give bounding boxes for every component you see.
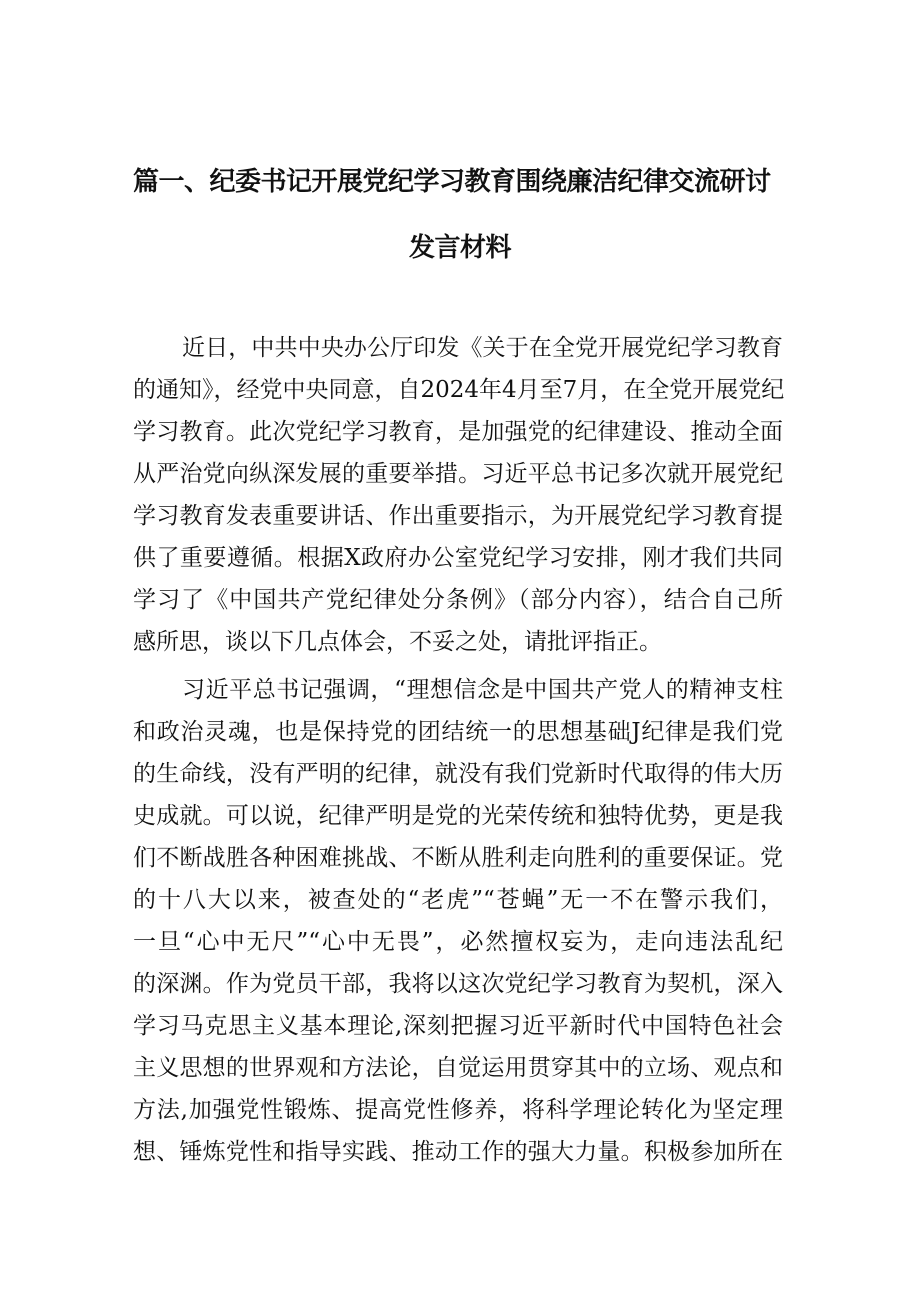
paragraph-2-line: 主义思想的世界观和方法论，自觉运用贯穿其中的立场、观点和 (133, 1055, 783, 1081)
paragraph-2-line: 的深渊。作为党员干部，我将以这次党纪学习教育为契机，深入 (133, 971, 783, 997)
paragraph-1-line: 学习教育发表重要讲话、作出重要指示，为开展党纪学习教育提 (133, 503, 783, 529)
paragraph-2-line: 方法,加强党性锻炼、提高党性修养，将科学理论转化为坚定理 (133, 1097, 783, 1123)
paragraph-1-line: 从严治党向纵深发展的重要举措。习近平总书记多次就开展党纪 (133, 461, 783, 487)
paragraph-2-line: 的生命线，没有严明的纪律，就没有我们党新时代取得的伟大历 (133, 761, 783, 787)
paragraph-1-line: 感所思，谈以下几点体会，不妥之处，请批评指正。 (133, 629, 662, 655)
paragraph-1-line: 供了重要遵循。根据X政府办公室党纪学习安排，刚才我们共同 (133, 545, 783, 571)
paragraph-2-line: 一旦“心中无尺”“心中无畏”，必然擅权妄为，走向违法乱纪 (133, 929, 783, 955)
document-title-line-2: 发言材料 (408, 233, 511, 263)
paragraph-2-line: 和政治灵魂，也是保持党的团结统一的思想基础J纪律是我们党 (133, 719, 783, 745)
paragraph-2-line: 们不断战胜各种困难挑战、不断从胜利走向胜利的重要保证。党 (133, 845, 783, 871)
paragraph-2-line: 的十八大以来，被查处的“老虎”“苍蝇”无一不在警示我们， (133, 887, 783, 913)
paragraph-1-line: 学习了《中国共产党纪律处分条例》（部分内容），结合自己所 (133, 587, 783, 613)
document-title-line-1: 篇一、纪委书记开展党纪学习教育围绕廉洁纪律交流研讨 (133, 167, 771, 197)
paragraph-2-line: 想、锤炼党性和指导实践、推动工作的强大力量。积极参加所在 (133, 1139, 783, 1165)
paragraph-2-line: 史成就。可以说，纪律严明是党的光荣传统和独特优势，更是我 (133, 803, 783, 829)
paragraph-1-line: 近日，中共中央办公厅印发《关于在全党开展党纪学习教育 (182, 335, 783, 361)
paragraph-2-line: 习近平总书记强调，“理想信念是中国共产党人的精神支柱 (182, 677, 783, 703)
paragraph-1-line: 学习教育。此次党纪学习教育，是加强党的纪律建设、推动全面 (133, 419, 783, 445)
paragraph-2-line: 学习马克思主义基本理论,深刻把握习近平新时代中国特色社会 (133, 1013, 783, 1039)
paragraph-1-line: 的通知》，经党中央同意，自2024年4月至7月，在全党开展党纪 (133, 377, 785, 403)
